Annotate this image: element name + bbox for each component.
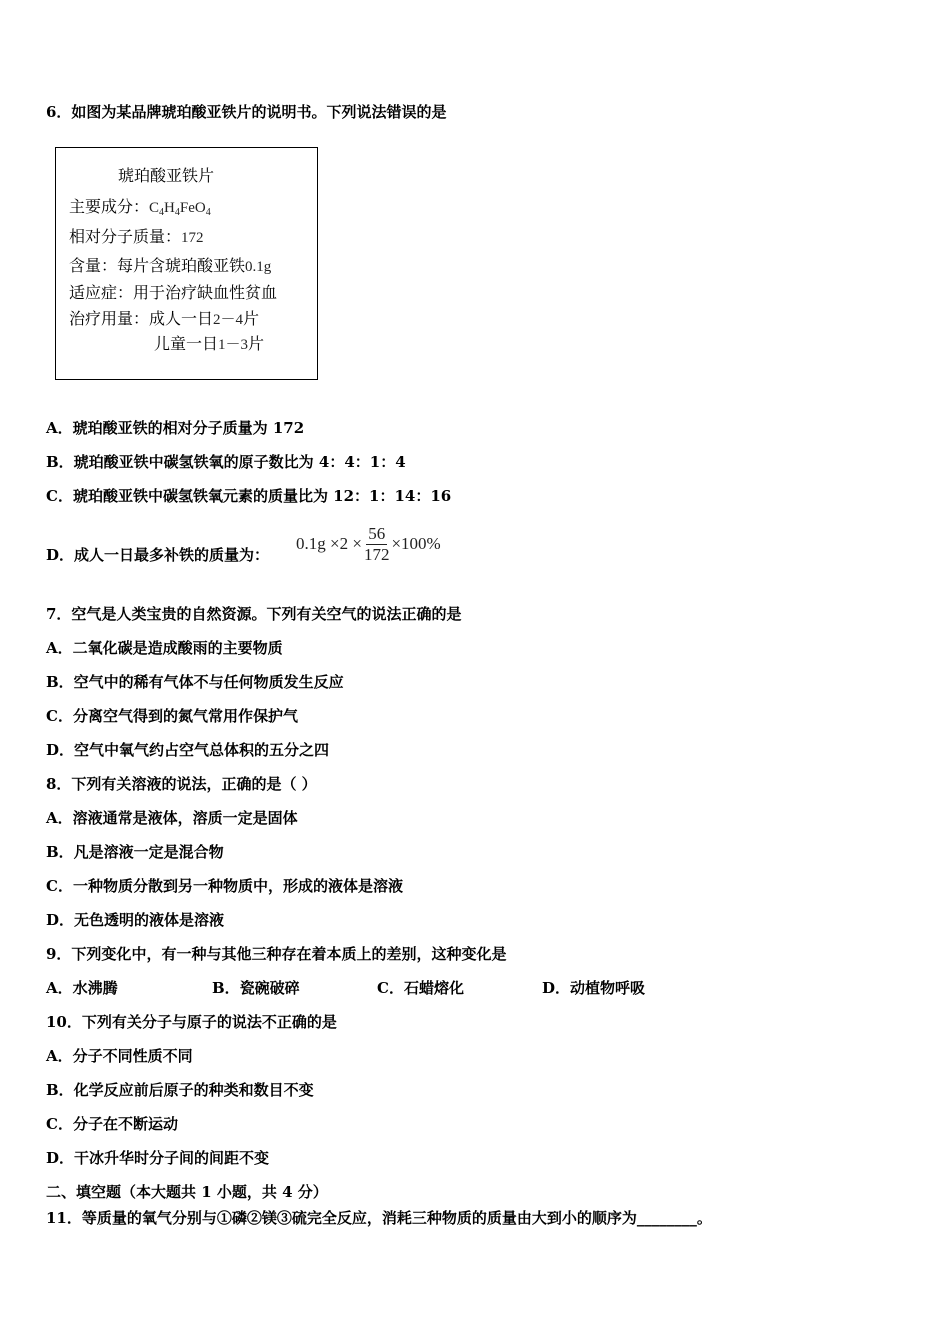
question-11-stem: 11．等质量的氧气分别与①磷②镁③硫完全反应，消耗三种物质的质量由大到小的顺序为________。 bbox=[46, 1209, 712, 1227]
question-8-stem: 8．下列有关溶液的说法，正确的是（ ） bbox=[46, 775, 317, 793]
question-6-option-a: A．琥珀酸亚铁的相对分子质量为 172 bbox=[46, 419, 305, 437]
question-7-option-a: A．二氧化碳是造成酸雨的主要物质 bbox=[46, 639, 283, 657]
chemical-formula: $C_4H_4FeO_4$ bbox=[149, 200, 211, 218]
question-9-option-d: D．动植物呼吸 bbox=[542, 979, 646, 997]
question-10-option-d: D．干冰升华时分子间的间距不变 bbox=[46, 1149, 270, 1167]
question-9-option-c: C．石蜡熔化 bbox=[377, 979, 464, 997]
question-6-stem: 6．如图为某品牌琥珀酸亚铁片的说明书。下列说法错误的是 bbox=[46, 103, 447, 121]
question-8-option-c: C．一种物质分散到另一种物质中，形成的液体是溶液 bbox=[46, 877, 403, 895]
medicine-label-content: 含量：每片含琥珀酸亚铁0.1g bbox=[69, 256, 272, 275]
medicine-label-dosage-child: 儿童一日1－3片 bbox=[154, 334, 265, 353]
medicine-label-title: 琥珀酸亚铁片 bbox=[118, 166, 215, 185]
medicine-label-ingredient bbox=[69, 197, 211, 223]
question-7-option-b: B．空气中的稀有气体不与任何物质发生反应 bbox=[46, 673, 344, 691]
question-8-option-d: D．无色透明的液体是溶液 bbox=[46, 911, 225, 929]
question-7-stem: 7．空气是人类宝贵的自然资源。下列有关空气的说法正确的是 bbox=[46, 605, 462, 623]
question-6-option-d: D．成人一日最多补铁的质量为： bbox=[46, 546, 270, 564]
medicine-label-box bbox=[55, 147, 318, 380]
question-8-option-a: A．溶液通常是液体，溶质一定是固体 bbox=[46, 809, 298, 827]
question-9-option-b: B．瓷碗破碎 bbox=[212, 979, 300, 997]
question-10-option-b: B．化学反应前后原子的种类和数目不变 bbox=[46, 1081, 314, 1099]
question-9-stem: 9．下列变化中，有一种与其他三种存在着本质上的差别，这种变化是 bbox=[46, 945, 507, 963]
section-2-heading: 二、填空题（本大题共 1 小题，共 4 分） bbox=[46, 1183, 328, 1201]
question-6-option-b: B．琥珀酸亚铁中碳氢铁氧的原子数比为 4：4：1：4 bbox=[46, 453, 406, 471]
question-8-option-b: B．凡是溶液一定是混合物 bbox=[46, 843, 224, 861]
iron-mass-formula: 0.1g ×2 × $\frac{56}{172}$ ×100% bbox=[296, 523, 441, 564]
ingredient-label: 主要成分： bbox=[69, 197, 150, 216]
fraction: $\frac{56}{172}$ bbox=[363, 523, 390, 564]
question-7-option-c: C．分离空气得到的氮气常用作保护气 bbox=[46, 707, 298, 725]
question-10-option-a: A．分子不同性质不同 bbox=[46, 1047, 193, 1065]
medicine-label-mw: 相对分子质量：172 bbox=[69, 227, 204, 246]
medicine-label-indication: 适应症：用于治疗缺血性贫血 bbox=[69, 283, 278, 302]
question-10-stem: 10．下列有关分子与原子的说法不正确的是 bbox=[46, 1013, 337, 1031]
question-9-option-a: A．水沸腾 bbox=[46, 979, 118, 997]
question-7-option-d: D．空气中氧气约占空气总体积的五分之四 bbox=[46, 741, 330, 759]
question-10-option-c: C．分子在不断运动 bbox=[46, 1115, 178, 1133]
question-6-option-c: C．琥珀酸亚铁中碳氢铁氧元素的质量比为 12：1：14：16 bbox=[46, 487, 452, 505]
medicine-label-dosage-adult: 治疗用量：成人一日2－4片 bbox=[69, 309, 260, 328]
